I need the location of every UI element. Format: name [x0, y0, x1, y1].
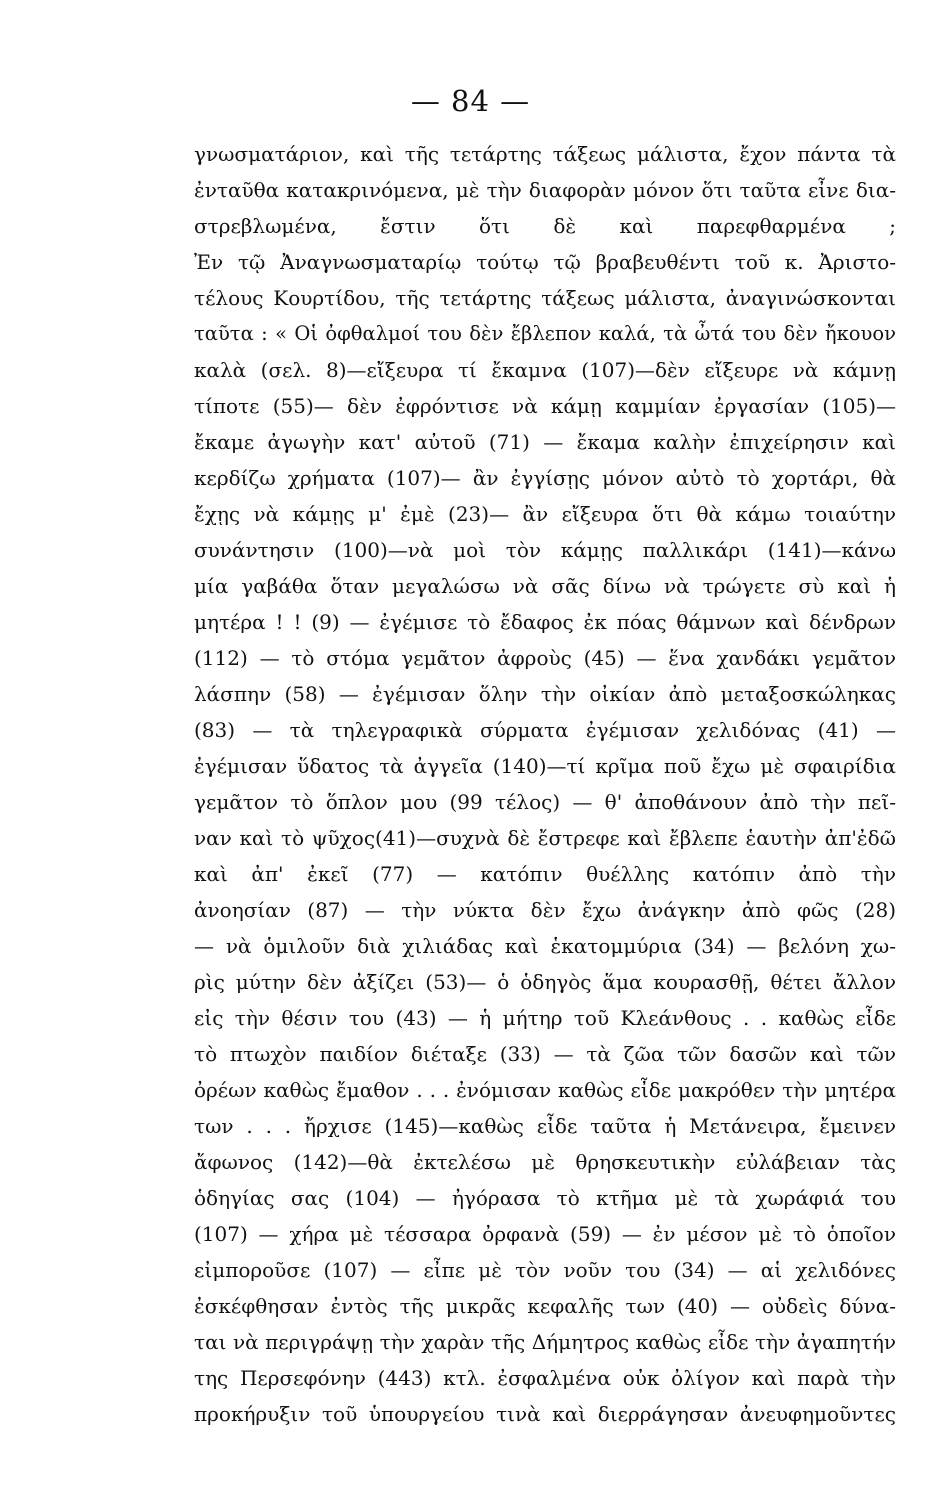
- text-line: τὸ πτωχὸν παιδίον διέταξε (33) — τὰ ζῶα τῶν δασῶν καὶ τῶν: [194, 1042, 896, 1066]
- text-line: ἄφωνος (142)—θὰ ἐκτελέσω μὲ θρησκευτικὴν εὐλάβειαν τὰς: [194, 1150, 896, 1174]
- text-line: μητέρα ! ! (9) — ἐγέμισε τὸ ἔδαφος ἐκ πόας θάμνων καὶ δένδρων: [194, 610, 896, 634]
- text-line: ἔχῃς νὰ κάμῃς μ' ἐμὲ (23)— ἂν εἴξευρα ὅτι θὰ κάμω τοιαύτην: [194, 502, 896, 526]
- text-line: προκήρυξιν τοῦ ὑπουργείου τινὰ καὶ διερράγησαν ἀνευφημοῦντες: [194, 1402, 896, 1426]
- text-line: καὶ ἀπ' ἐκεῖ (77) — κατόπιν θυέλλης κατόπιν ἀπὸ τὴν: [194, 862, 896, 886]
- text-line: μία γαβάθα ὅταν μεγαλώσω νὰ σᾶς δίνω νὰ τρώγετε σὺ καὶ ἡ: [194, 574, 896, 598]
- text-line: γεμᾶτον τὸ ὅπλον μου (99 τέλος) — θ' ἀποθάνουν ἀπὸ τὴν πεῖ-: [194, 790, 896, 814]
- text-line: τίποτε (55)— δὲν ἐφρόντισε νὰ κάμῃ καμμίαν ἐργασίαν (105)—: [194, 394, 896, 418]
- text-line: κερδίζω χρήματα (107)— ἂν ἐγγίσῃς μόνον αὐτὸ τὸ χορτάρι, θὰ: [194, 466, 896, 490]
- text-line: καλὰ (σελ. 8)—εἴξευρα τί ἔκαμνα (107)—δὲν εἴξευρε νὰ κάμνῃ: [194, 358, 896, 382]
- text-line: ἔκαμε ἀγωγὴν κατ' αὐτοῦ (71) — ἔκαμα καλὴν ἐπιχείρησιν καὶ: [194, 430, 896, 454]
- text-line: ταῦτα : « Οἱ ὀφθαλμοί του δὲν ἔβλεπον καλά, τὰ ὦτά του δὲν ἤκουον: [194, 322, 896, 345]
- text-line: ἐγέμισαν ὕδατος τὰ ἀγγεῖα (140)—τί κρῖμα ποῦ ἔχω μὲ σφαιρίδια: [194, 754, 896, 778]
- text-line: ἐνταῦθα κατακρινόμενα, μὲ τὴν διαφορὰν μόνον ὅτι ταῦτα εἶνε δια-: [194, 178, 896, 202]
- text-line: (83) — τὰ τηλεγραφικὰ σύρματα ἐγέμισαν χελιδόνας (41) —: [194, 718, 896, 742]
- text-line: (107) — χήρα μὲ τέσσαρα ὀρφανὰ (59) — ἐν μέσον μὲ τὸ ὁποῖον: [194, 1222, 896, 1246]
- text-line: ὀρέων καθὼς ἔμαθον . . . ἐνόμισαν καθὼς εἶδε μακρόθεν τὴν μητέρα: [194, 1078, 896, 1102]
- text-line: — νὰ ὁμιλοῦν διὰ χιλιάδας καὶ ἑκατομμύρια (34) — βελόνη χω-: [194, 934, 896, 958]
- text-line: ὁδηγίας σας (104) — ἠγόρασα τὸ κτῆμα μὲ τὰ χωράφιά του: [194, 1186, 896, 1210]
- text-line: της Περσεφόνην (443) κτλ. ἐσφαλμένα οὐκ ὀλίγον καὶ παρὰ τὴν: [194, 1366, 896, 1390]
- text-line: ἐσκέφθησαν ἐντὸς τῆς μικρᾶς κεφαλῆς των (40) — οὐδεὶς δύνα-: [194, 1294, 896, 1318]
- text-line: εἰς τὴν θέσιν του (43) — ἡ μήτηρ τοῦ Κλεάνθους . . καθὼς εἶδε: [194, 1006, 896, 1030]
- body-text: [194, 136, 896, 1432]
- text-line: στρεβλωμένα, ἔστιν ὅτι δὲ καὶ παρεφθαρμένα ;: [194, 214, 896, 238]
- text-line: των . . . ἤρχισε (145)—καθὼς εἶδε ταῦτα ἡ Μετάνειρα, ἔμεινεν: [194, 1114, 896, 1138]
- text-line: τέλους Κουρτίδου, τῆς τετάρτης τάξεως μάλιστα, ἀναγινώσκονται: [194, 286, 896, 310]
- text-line: ται νὰ περιγράψῃ τὴν χαρὰν τῆς Δήμητρος καθὼς εἶδε τὴν ἀγαπητήν: [194, 1330, 896, 1354]
- text-line: λάσπην (58) — ἐγέμισαν ὅλην τὴν οἰκίαν ἀπὸ μεταξοσκώληκας: [194, 682, 896, 706]
- text-line: ναν καὶ τὸ ψῦχος(41)—συχνὰ δὲ ἔστρεφε καὶ ἔβλεπε ἑαυτὴν ἀπ'ἐδῶ: [194, 826, 896, 850]
- text-line: γνωσματάριον, καὶ τῆς τετάρτης τάξεως μάλιστα, ἔχον πάντα τὰ: [194, 142, 896, 166]
- text-line: ἀνοησίαν (87) — τὴν νύκτα δὲν ἔχω ἀνάγκην ἀπὸ φῶς (28): [194, 898, 896, 922]
- text-line: Ἐν τῷ Ἀναγνωσματαρίῳ τούτῳ τῷ βραβευθέντι τοῦ κ. Ἀριστο-: [194, 250, 896, 274]
- text-line: ρὶς μύτην δὲν ἀξίζει (53)— ὁ ὁδηγὸς ἅμα κουρασθῇ, θέτει ἄλλον: [194, 970, 896, 994]
- text-line: εἰμποροῦσε (107) — εἶπε μὲ τὸν νοῦν του (34) — αἱ χελιδόνες: [194, 1258, 896, 1282]
- page-number: — 84 —: [410, 84, 531, 118]
- text-line: (112) — τὸ στόμα γεμᾶτον ἀφροὺς (45) — ἕνα χανδάκι γεμᾶτον: [194, 646, 896, 670]
- text-line: συνάντησιν (100)—νὰ μοὶ τὸν κάμῃς παλλικάρι (141)—κάνω: [194, 538, 896, 562]
